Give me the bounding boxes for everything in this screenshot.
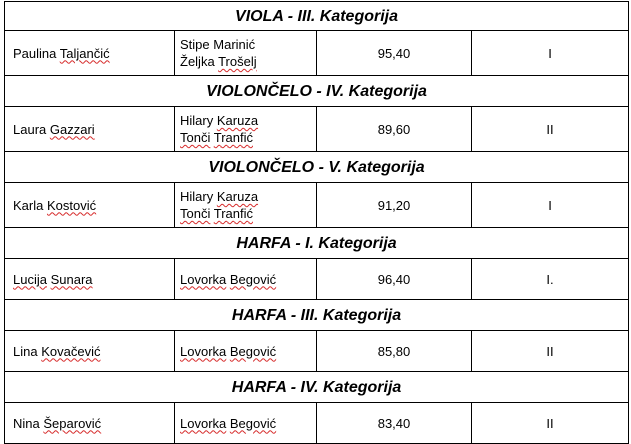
student-last-name: Taljančić	[59, 45, 110, 61]
category-header-row	[5, 228, 629, 259]
student-last-name: Gazzari	[49, 121, 95, 137]
student-first-name: Lina	[13, 343, 38, 359]
teacher-cell	[175, 31, 317, 76]
student-last-name: Kovačević	[41, 343, 101, 359]
student-first-name: Karla	[13, 197, 44, 213]
category-header: HARFA - IV. Kategorija	[5, 372, 629, 403]
teacher-cell	[175, 183, 317, 228]
score-cell: 95,40	[317, 31, 472, 76]
category-header: HARFA - III. Kategorija	[5, 300, 629, 331]
results-table	[4, 1, 629, 444]
student-name-cell	[5, 183, 175, 228]
teacher-cell	[175, 259, 317, 300]
teacher-name	[180, 129, 310, 146]
student-last-name: Šeparović	[43, 415, 102, 431]
category-header: HARFA - I. Kategorija	[5, 228, 629, 259]
teacher-name	[180, 415, 310, 432]
category-header-row	[5, 152, 629, 183]
student-name-cell	[5, 331, 175, 372]
teacher-name	[180, 36, 310, 53]
teacher-last-name: Karuza	[216, 189, 259, 204]
category-header: VIOLONČELO - V. Kategorija	[5, 152, 629, 183]
teacher-last-name: Tranfić	[213, 130, 253, 145]
prize-cell: II	[472, 331, 629, 372]
category-header-row	[5, 372, 629, 403]
student-first-name: Lucija	[13, 271, 47, 287]
teacher-last-name: Begović	[229, 271, 277, 287]
teacher-first-name: Lovorka	[180, 415, 227, 431]
score-cell: 83,40	[317, 403, 472, 444]
student-first-name: Nina	[13, 415, 40, 431]
teacher-last-name: Begović	[229, 343, 277, 359]
teacher-name	[180, 271, 310, 288]
teacher-cell	[175, 331, 317, 372]
teacher-cell	[175, 107, 317, 152]
table-row	[5, 31, 629, 76]
teacher-last-name: Begović	[229, 415, 277, 431]
table-row	[5, 183, 629, 228]
score-cell: 85,80	[317, 331, 472, 372]
student-name-cell	[5, 259, 175, 300]
table-row	[5, 259, 629, 300]
teacher-last-name: Karuza	[216, 113, 259, 128]
teacher-first-name: Stipe	[180, 37, 210, 52]
teacher-name	[180, 188, 310, 205]
prize-cell: II	[472, 107, 629, 152]
teacher-first-name: Hilary	[180, 113, 214, 128]
score-cell: 91,20	[317, 183, 472, 228]
student-name-cell	[5, 403, 175, 444]
teacher-first-name: Željka	[180, 54, 215, 69]
prize-cell: I	[472, 183, 629, 228]
category-header-row	[5, 2, 629, 31]
teacher-first-name: Tonči	[180, 206, 211, 221]
teacher-name	[180, 205, 310, 222]
teacher-cell	[175, 403, 317, 444]
prize-cell: I	[472, 31, 629, 76]
teacher-last-name: Marinić	[213, 37, 256, 52]
teacher-name	[180, 343, 310, 360]
teacher-first-name: Tonči	[180, 130, 211, 145]
category-header-row	[5, 300, 629, 331]
category-header: VIOLONČELO - IV. Kategorija	[5, 76, 629, 107]
teacher-name	[180, 53, 310, 70]
student-last-name: Kostović	[46, 197, 97, 213]
table-row	[5, 107, 629, 152]
category-header-row	[5, 76, 629, 107]
teacher-first-name: Lovorka	[180, 271, 227, 287]
teacher-first-name: Lovorka	[180, 343, 227, 359]
teacher-first-name: Hilary	[180, 189, 214, 204]
teacher-last-name: Tranfić	[213, 206, 253, 221]
teacher-name	[180, 112, 310, 129]
student-name-cell	[5, 107, 175, 152]
table-row	[5, 331, 629, 372]
table-row	[5, 403, 629, 444]
teacher-last-name: Trošelj	[218, 54, 257, 69]
student-last-name: Sunara	[50, 271, 93, 287]
prize-cell: I.	[472, 259, 629, 300]
student-first-name: Paulina	[13, 45, 57, 61]
prize-cell: II	[472, 403, 629, 444]
category-header: VIOLA - III. Kategorija	[5, 2, 629, 31]
student-name-cell	[5, 31, 175, 76]
score-cell: 89,60	[317, 107, 472, 152]
student-first-name: Laura	[13, 121, 47, 137]
score-cell: 96,40	[317, 259, 472, 300]
